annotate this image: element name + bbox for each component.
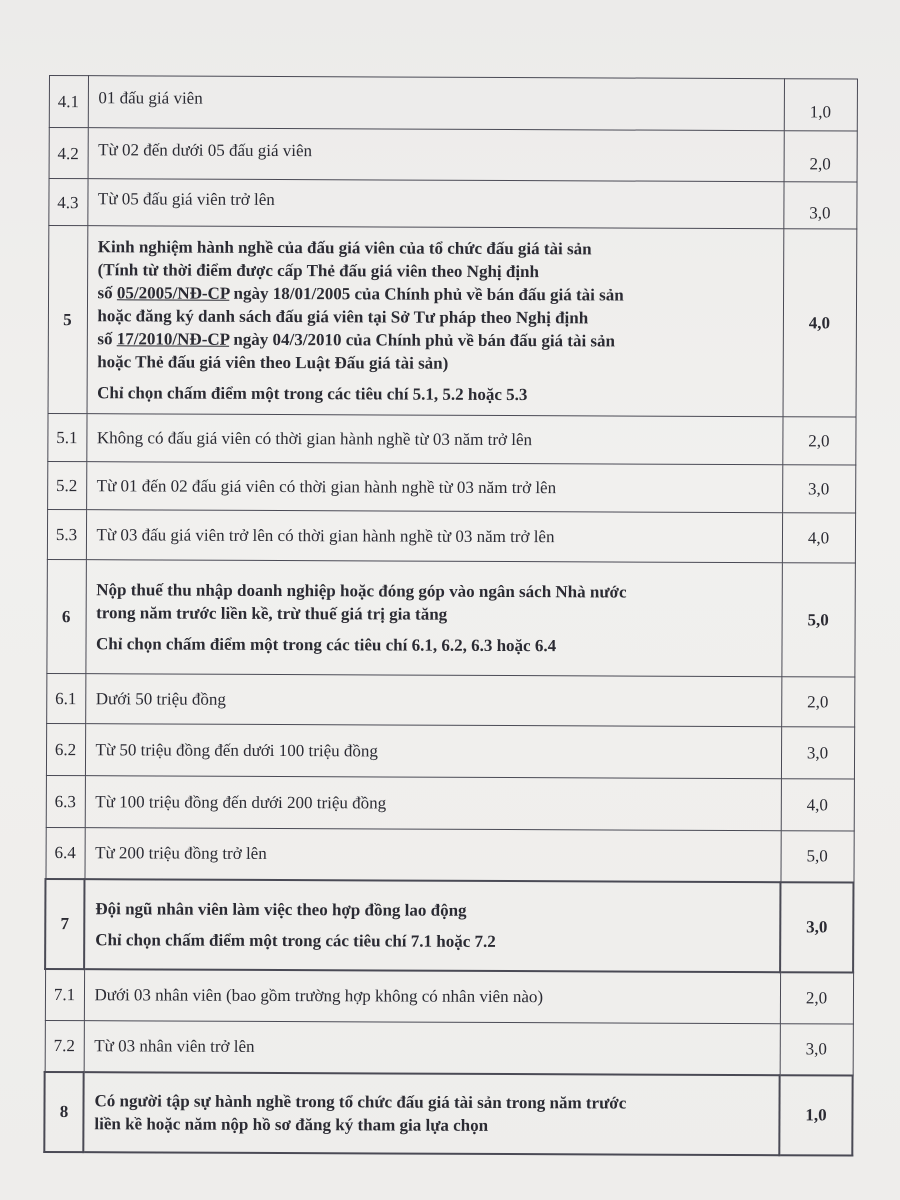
description-line: Đội ngũ nhân viên làm việc theo hợp đồng lao động bbox=[95, 898, 467, 920]
criterion-number: 4.3 bbox=[48, 179, 87, 226]
criterion-description: Từ 50 triệu đồng đến dưới 100 triệu đồng bbox=[85, 724, 781, 779]
criterion-number: 7.2 bbox=[45, 1020, 84, 1071]
criterion-score: 2,0 bbox=[782, 417, 855, 465]
criterion-number: 6 bbox=[46, 559, 85, 673]
description-line: hoặc đăng ký danh sách đấu giá viên tại Sở Tư pháp theo Nghị định bbox=[97, 306, 589, 328]
table-row bbox=[47, 510, 855, 564]
table-row bbox=[46, 673, 854, 727]
criterion-score: 1,0 bbox=[779, 1075, 852, 1155]
criterion-description bbox=[87, 226, 784, 417]
criterion-score: 3,0 bbox=[780, 882, 853, 972]
criterion-description: Từ 02 đến dưới 05 đấu giá viên bbox=[88, 128, 784, 182]
criterion-number: 5.3 bbox=[47, 510, 86, 560]
description-text: ngày 04/3/2010 của Chính phủ về bán đấu giá tài sản bbox=[229, 329, 616, 351]
criterion-number: 7.1 bbox=[45, 968, 84, 1020]
criterion-score: 5,0 bbox=[781, 563, 854, 677]
decree-reference: 17/2010/NĐ-CP bbox=[116, 329, 230, 349]
criterion-score: 4,0 bbox=[783, 229, 857, 417]
criterion-score: 3,0 bbox=[780, 1024, 853, 1075]
criterion-description: Từ 05 đấu giá viên trở lên bbox=[87, 179, 783, 229]
table-row bbox=[45, 1020, 853, 1075]
criterion-description: Từ 03 đấu giá viên trở lên có thời gian hành nghề từ 03 năm trở lên bbox=[86, 510, 782, 563]
criterion-number: 4.2 bbox=[49, 128, 88, 179]
description-text: ngày 18/01/2005 của Chính phủ về bán đấu giá tài sản bbox=[229, 283, 624, 305]
description-line bbox=[98, 281, 773, 307]
criterion-number: 8 bbox=[44, 1071, 83, 1151]
table-row bbox=[47, 462, 855, 514]
criterion-description bbox=[84, 879, 780, 972]
decree-reference: 05/2005/NĐ-CP bbox=[116, 283, 230, 303]
criterion-score: 3,0 bbox=[782, 465, 855, 513]
description-text: số bbox=[97, 283, 117, 303]
description-line: hoặc Thẻ đấu giá viên theo Luật Đấu giá tài sản) bbox=[97, 352, 449, 373]
table-row bbox=[47, 414, 855, 466]
criterion-description: Dưới 03 nhân viên (bao gồm trường hợp không có nhân viên nào) bbox=[84, 969, 780, 1024]
description-line: Chỉ chọn chấm điểm một trong các tiêu chí 7.1 hoặc 7.2 bbox=[95, 929, 496, 951]
criterion-number: 6.2 bbox=[46, 723, 85, 775]
description-line: Có người tập sự hành nghề trong tổ chức đấu giá tài sản trong năm trước bbox=[94, 1090, 627, 1113]
criterion-score: 4,0 bbox=[781, 779, 854, 831]
criterion-description: Từ 01 đến 02 đấu giá viên có thời gian hành nghề từ 03 năm trở lên bbox=[86, 462, 782, 513]
description-line: Nộp thuế thu nhập doanh nghiệp hoặc đóng góp vào ngân sách Nhà nước bbox=[96, 580, 627, 602]
table-row bbox=[46, 775, 854, 831]
criterion-description bbox=[83, 1072, 779, 1155]
criterion-number: 7 bbox=[45, 878, 84, 968]
criterion-score: 5,0 bbox=[780, 831, 853, 882]
description-line: trong năm trước liền kề, trừ thuế giá trị gia tăng bbox=[96, 603, 448, 624]
criterion-description bbox=[85, 560, 781, 677]
table-row bbox=[49, 76, 857, 132]
criterion-number: 5.2 bbox=[47, 462, 86, 510]
table-row bbox=[48, 179, 856, 230]
description-line: liền kề hoặc năm nộp hồ sơ đăng ký tham gia lựa chọn bbox=[94, 1113, 489, 1135]
description-line: (Tính từ thời điểm được cấp Thẻ đấu giá viên theo Nghị định bbox=[97, 260, 540, 282]
criterion-description: Từ 03 nhân viên trở lên bbox=[84, 1021, 780, 1075]
criterion-number: 5 bbox=[48, 226, 88, 414]
description-line: Kinh nghiệm hành nghề của đấu giá viên của tổ chức đấu giá tài sản bbox=[97, 237, 592, 259]
criterion-number: 6.1 bbox=[46, 673, 85, 723]
table-row bbox=[45, 827, 853, 882]
criterion-number: 6.3 bbox=[46, 775, 85, 827]
table-row bbox=[44, 1071, 852, 1155]
criterion-number: 6.4 bbox=[45, 827, 84, 878]
table-row bbox=[48, 226, 857, 418]
criterion-score: 2,0 bbox=[780, 972, 853, 1024]
criterion-score: 2,0 bbox=[781, 677, 854, 727]
description-line: Chỉ chọn chấm điểm một trong các tiêu chí 6.1, 6.2, 6.3 hoặc 6.4 bbox=[95, 634, 557, 656]
table-row bbox=[45, 968, 853, 1024]
criterion-number: 5.1 bbox=[47, 414, 86, 462]
description-text: số bbox=[97, 329, 117, 349]
criterion-score: 3,0 bbox=[781, 727, 854, 779]
criterion-description: Không có đấu giá viên có thời gian hành nghề từ 03 năm trở lên bbox=[86, 414, 782, 465]
criterion-score: 3,0 bbox=[783, 182, 856, 229]
criterion-score: 2,0 bbox=[784, 131, 857, 182]
criterion-score: 1,0 bbox=[784, 79, 857, 131]
criterion-score: 4,0 bbox=[782, 513, 855, 563]
table-row bbox=[46, 559, 854, 677]
table-row bbox=[49, 128, 857, 183]
table-row bbox=[45, 878, 853, 972]
table-row bbox=[46, 723, 854, 779]
criterion-description: Dưới 50 triệu đồng bbox=[85, 674, 781, 727]
description-line bbox=[97, 327, 772, 353]
criterion-number: 4.1 bbox=[49, 76, 88, 128]
description-line: Chỉ chọn chấm điểm một trong các tiêu chí 5.1, 5.2 hoặc 5.3 bbox=[97, 383, 528, 405]
criterion-description: 01 đấu giá viên bbox=[88, 76, 784, 131]
criterion-description: Từ 200 triệu đồng trở lên bbox=[84, 828, 780, 882]
criterion-description: Từ 100 triệu đồng đến dưới 200 triệu đồng bbox=[85, 776, 781, 831]
criteria-score-table bbox=[43, 75, 858, 1156]
